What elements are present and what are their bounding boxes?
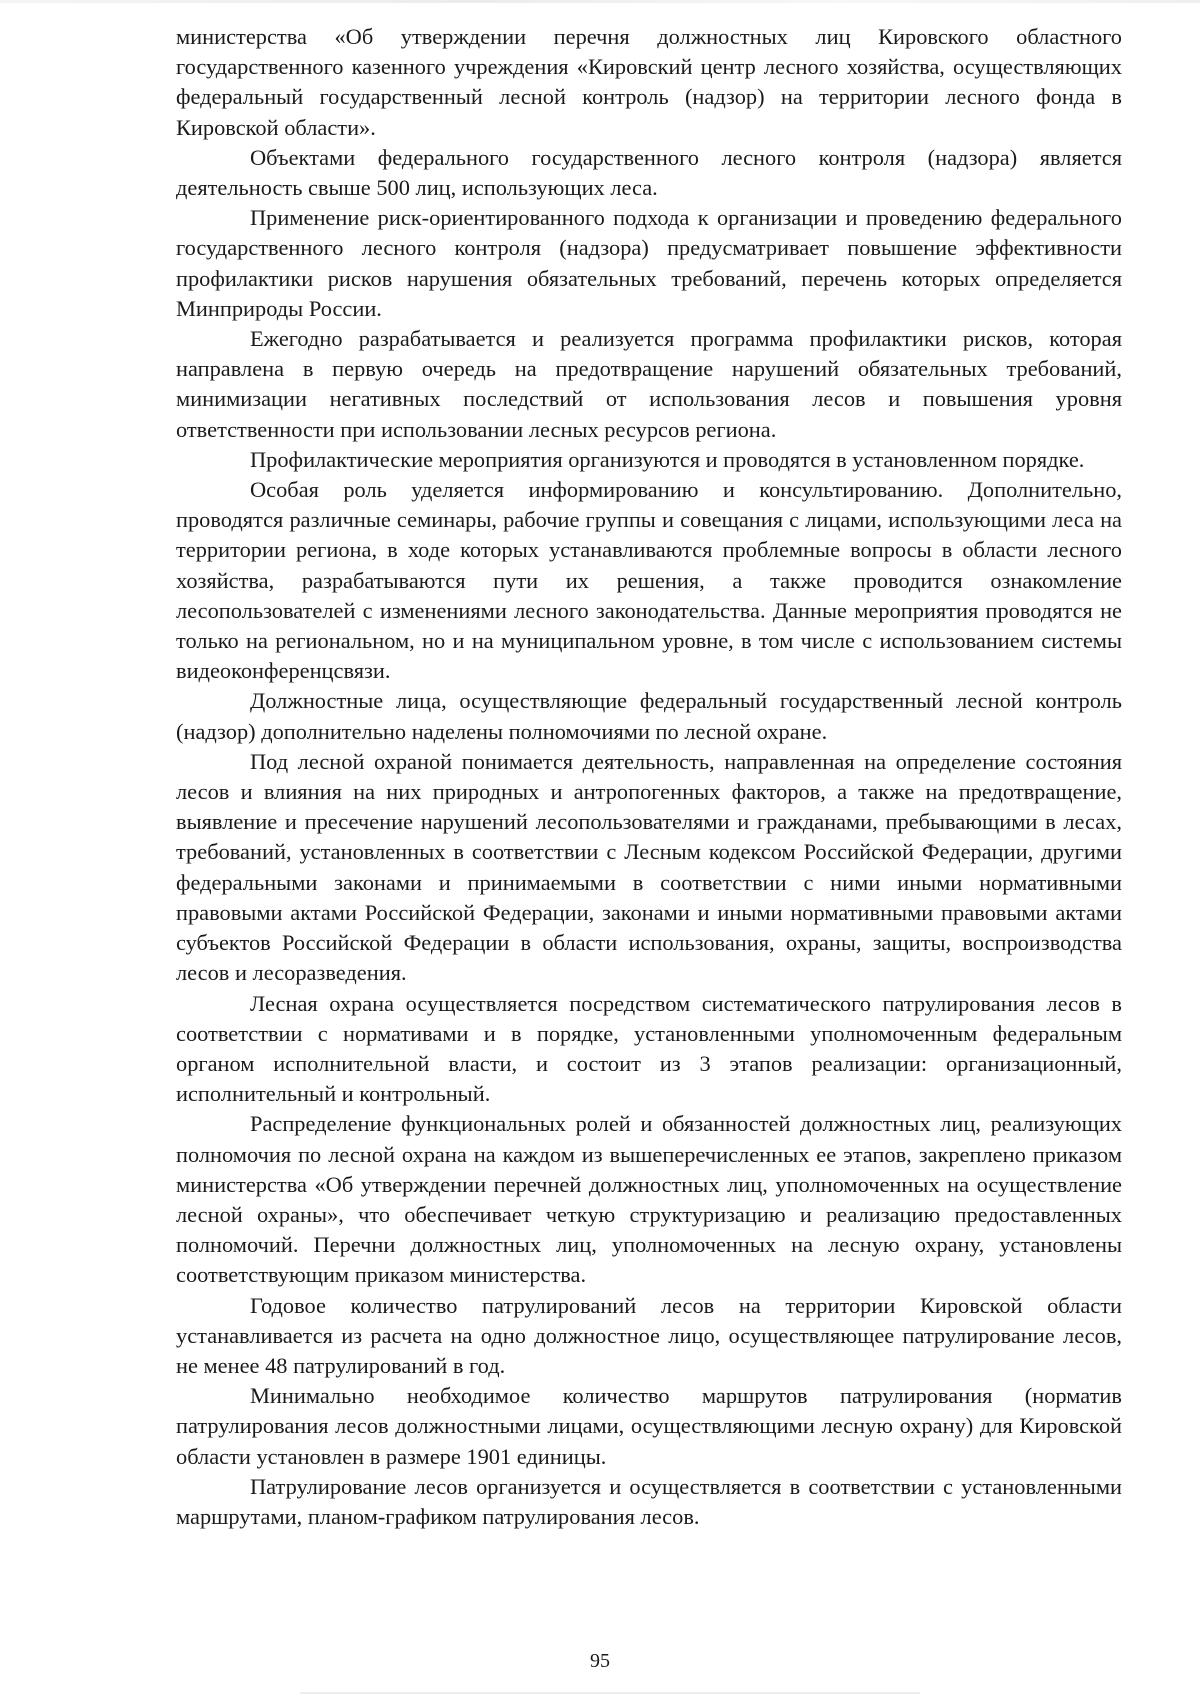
document-body [176, 22, 1122, 1532]
paragraph-patrol-organization: Патрулирование лесов организуется и осуществляется в соответствии с установленными маршрутами, планом-графиком патрулирования лесов. [176, 1473, 1122, 1529]
paragraph-preventive-measures: Профилактические мероприятия организуются и проводятся в установленном порядке. [250, 446, 1085, 472]
paragraph-annual-patrols: Годовое количество патрулирований лесов на территории Кировской области устанавливается из расчета на одно должностное лицо, осуществляющее патрулирование лесов, не менее 48 патрулирований в год. [176, 1292, 1122, 1378]
paragraph-officials-powers: Должностные лица, осуществляющие федеральный государственный лесной контроль (надзор) дополнительно наделены полномочиями по лесной охране. [176, 688, 1122, 744]
paragraph-roles-distribution: Распределение функциональных ролей и обязанностей должностных лиц, реализующих полномочия по лесной охрана на каждом из вышеперечисленных ее этапов, закреплено приказом министерства «Об утверждении перечней должностных лиц, уполномоченных на осуществление лесной охраны», что обеспечивает четкую структуризацию и реализацию предоставленных полномочий. Перечни должностных лиц, уполномоченных на лесную охрану, установлены соответствующим приказом министерства. [176, 1111, 1122, 1288]
paragraph-prevention-program: Ежегодно разрабатывается и реализуется программа профилактики рисков, которая направлена в первую очередь на предотвращение нарушений обязательных требований, минимизации негативных последствий от использования лесов и повышения уровня ответственности при использовании лесных ресурсов региона. [176, 326, 1122, 442]
paragraph-control-objects: Объектами федерального государственного лесного контроля (надзора) является деятельность свыше 500 лиц, использующих леса. [176, 144, 1122, 201]
paragraph-continuation: министерства «Об утверждении перечня должностных лиц Кировского областного государственного казенного учреждения «Кировский центр лесного хозяйства, осуществляющих федеральный государственный лесной контроль (надзор) на территории лесного фонда в Кировской области». [176, 24, 1122, 140]
paragraph-risk-approach: Применение риск-ориентированного подхода к организации и проведению федерального государственного лесного контроля (надзора) предусматривает повышение эффективности профилактики рисков нарушения обязательных требований, перечень которых определяется Минприроды России. [176, 205, 1122, 321]
paragraph-patrol-stages: Лесная охрана осуществляется посредством систематического патрулирования лесов в соответствии с нормативами и в порядке, установленными уполномоченным федеральным органом исполнительной власти, и состоит из 3 этапов реализации: организационный, исполнительный и контрольный. [176, 990, 1122, 1107]
paragraph-forest-protection-definition: Под лесной охраной понимается деятельность, направленная на определение состояния лесов и влияния на них природных и антропогенных факторов, а также на предотвращение, выявление и пресечение нарушений лесопользователями и гражданами, пребывающими в лесах, требований, установленных в соответствии с Лесным кодексом Российской Федерации, другими федеральными законами и принимаемыми в соответствии с ними иными нормативными правовыми актами Российской Федерации, законами и иными нормативными правовыми актами субъектов Российской Федерации в области использования, охраны, защиты, воспроизводства лесов и лесоразведения. [176, 748, 1122, 986]
scan-edge-bottom [300, 1692, 920, 1694]
paragraph-informing: Особая роль уделяется информированию и консультированию. Дополнительно, проводятся различные семинары, рабочие группы и совещания с лицами, использующими леса на территории региона, в ходе которых устанавливаются проблемные вопросы в области лесного хозяйства, разрабатываются пути их решения, а также проводится ознакомление лесопользователей с изменениями лесного законодательства. Данные мероприятия проводятся не только на региональном, но и на муниципальном уровне, в том числе с использованием системы видеоконференцсвязи. [176, 477, 1122, 684]
page-number: 95 [590, 1650, 610, 1672]
scan-edge-top [0, 0, 1200, 3]
paragraph-patrol-routes: Минимально необходимое количество маршрутов патрулирования (норматив патрулирования лесов должностными лицами, осуществляющими лесную охрану) для Кировской области установлен в размере 1901 единицы. [176, 1383, 1122, 1469]
